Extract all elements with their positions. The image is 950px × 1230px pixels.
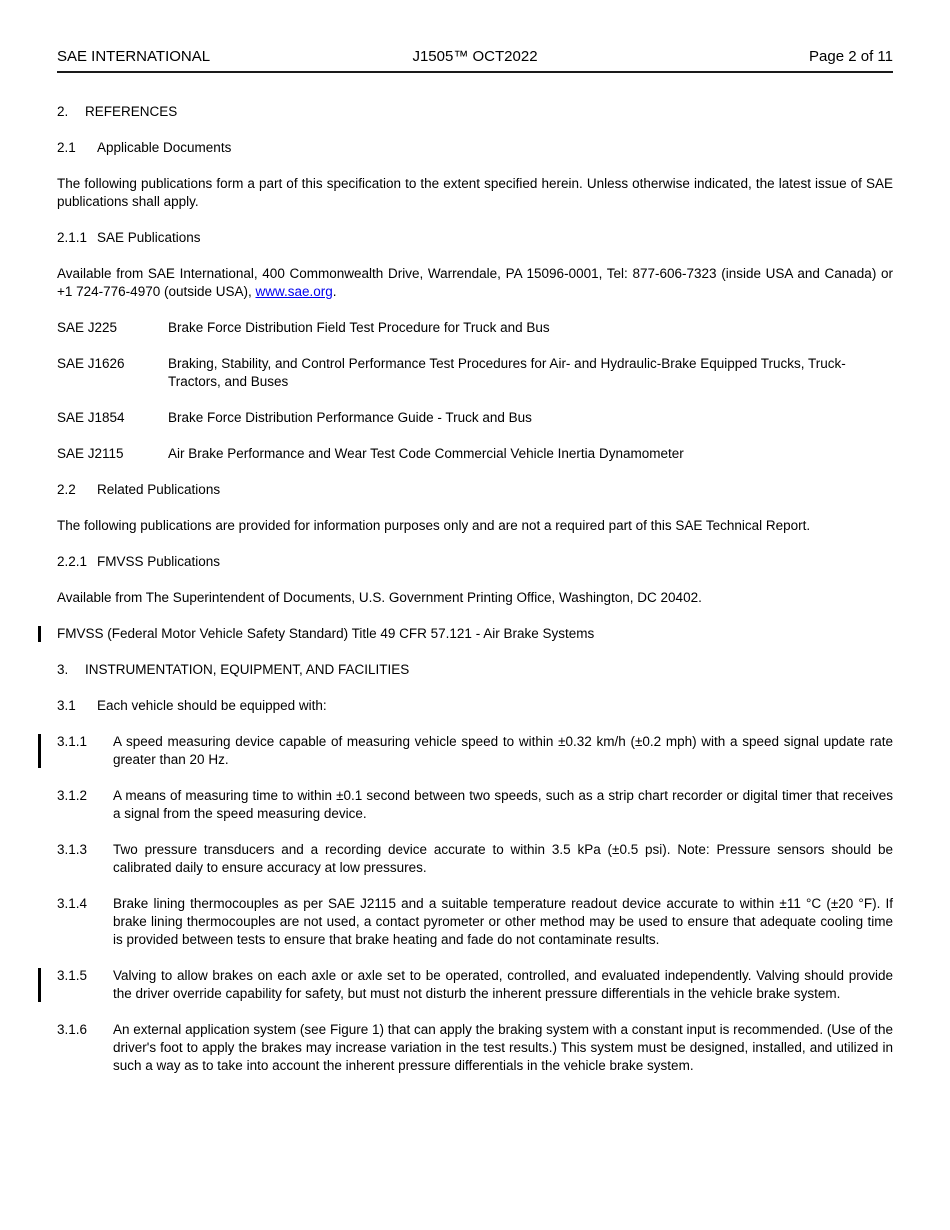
reference-label: SAE J1626 bbox=[57, 356, 125, 371]
reference-label: SAE J1854 bbox=[57, 410, 125, 425]
section-title: REFERENCES bbox=[85, 104, 178, 119]
sentence-period: . bbox=[332, 284, 337, 299]
item-text: Two pressure transducers and a recording device accurate to within 3.5 kPa (±0.5 psi). Note: Pressure sensors should be calibrated daily to ensure accuracy at low pressures. bbox=[113, 842, 893, 875]
numbered-item-3-1-1 bbox=[57, 733, 893, 769]
section-title: Applicable Documents bbox=[97, 140, 232, 155]
reference-item bbox=[57, 409, 893, 427]
item-number: 3.1.2 bbox=[57, 788, 88, 803]
reference-item bbox=[57, 355, 893, 391]
numbered-item-3-1-6 bbox=[57, 1021, 893, 1075]
reference-title: Braking, Stability, and Control Performance Test Procedures for Air- and Hydraulic-Brake Equipped Trucks, Truck-Tractors, and Buses bbox=[168, 356, 846, 389]
section-heading-2 bbox=[57, 103, 893, 121]
section-text: Each vehicle should be equipped with: bbox=[97, 698, 327, 713]
item-number: 3.1.1 bbox=[57, 734, 88, 749]
reference-title: Brake Force Distribution Performance Guide - Truck and Bus bbox=[168, 410, 532, 425]
paragraph-sae-availability bbox=[57, 265, 893, 301]
paragraph-related-publications: The following publications are provided for information purposes only and are not a required part of this SAE Technical Report. bbox=[57, 518, 811, 533]
numbered-item-3-1-3 bbox=[57, 841, 893, 877]
section-heading-2-1-1 bbox=[57, 229, 893, 247]
section-number: 2.2 bbox=[57, 482, 76, 497]
change-bar bbox=[38, 734, 41, 768]
paragraph-fmvss-availability: Available from The Superintendent of Documents, U.S. Government Printing Office, Washington, DC 20402. bbox=[57, 590, 702, 605]
section-number: 3.1 bbox=[57, 698, 76, 713]
section-number: 2.2.1 bbox=[57, 554, 88, 569]
section-heading-2-2 bbox=[57, 481, 893, 499]
reference-title: Air Brake Performance and Wear Test Code Commercial Vehicle Inertia Dynamometer bbox=[168, 446, 684, 461]
availability-text: Available from SAE International, 400 Commonwealth Drive, Warrendale, PA 15096-0001, Tel: 877-606-7323 (inside USA and Canada) or +1 724-776-4970 (outside USA), bbox=[57, 266, 893, 299]
item-number: 3.1.3 bbox=[57, 842, 88, 857]
section-heading-3-1 bbox=[57, 697, 893, 715]
item-text: Valving to allow brakes on each axle or axle set to be operated, controlled, and evaluated independently. Valving should provide the driver override capability for safety, but must not disturb the inherent pressure differentials in the vehicle brake system. bbox=[113, 968, 893, 1001]
change-bar bbox=[38, 968, 41, 1002]
header-org-name: SAE INTERNATIONAL bbox=[57, 48, 211, 65]
section-heading-2-1 bbox=[57, 139, 893, 157]
page-header bbox=[57, 47, 893, 73]
section-heading-3 bbox=[57, 661, 893, 679]
numbered-item-3-1-5 bbox=[57, 967, 893, 1003]
section-title: INSTRUMENTATION, EQUIPMENT, AND FACILITIES bbox=[85, 662, 410, 677]
item-text: Brake lining thermocouples as per SAE J2115 and a suitable temperature readout device accurate to within ±11 °C (±20 °F). If brake lining thermocouples are not used, a contact pyrometer or other method may be used to ensure that adequate cooling time is provided between tests to ensure that brake heating and fade do not contaminate results. bbox=[113, 896, 893, 947]
reference-label: SAE J225 bbox=[57, 320, 118, 335]
item-number: 3.1.4 bbox=[57, 896, 88, 911]
section-title: FMVSS Publications bbox=[97, 554, 221, 569]
paragraph-applicable-documents: The following publications form a part of this specification to the extent specified herein. Unless otherwise indicated, the latest issue of SAE publications shall apply. bbox=[57, 176, 893, 209]
header-page-number: Page 2 of 11 bbox=[809, 48, 894, 65]
item-text: A speed measuring device capable of measuring vehicle speed to within ±0.32 km/h (±0.2 mph) with a speed signal update rate greater than 20 Hz. bbox=[113, 734, 893, 767]
item-number: 3.1.5 bbox=[57, 968, 88, 983]
section-heading-2-2-1 bbox=[57, 553, 893, 571]
change-bar bbox=[38, 626, 41, 642]
numbered-item-3-1-2 bbox=[57, 787, 893, 823]
section-number: 3. bbox=[57, 662, 69, 677]
sae-org-link[interactable]: www.sae.org bbox=[255, 284, 333, 299]
reference-label: SAE J2115 bbox=[57, 446, 124, 461]
numbered-item-3-1-4 bbox=[57, 895, 893, 949]
fmvss-reference-line bbox=[57, 625, 893, 643]
item-number: 3.1.6 bbox=[57, 1022, 88, 1037]
section-title: SAE Publications bbox=[97, 230, 201, 245]
section-title: Related Publications bbox=[97, 482, 221, 497]
item-text: A means of measuring time to within ±0.1 second between two speeds, such as a strip chart recorder or digital timer that receives a signal from the speed measuring device. bbox=[113, 788, 893, 821]
header-doc-title: J1505™ OCT2022 bbox=[412, 48, 538, 65]
reference-title: Brake Force Distribution Field Test Procedure for Truck and Bus bbox=[168, 320, 550, 335]
section-number: 2. bbox=[57, 104, 69, 119]
item-text: An external application system (see Figure 1) that can apply the braking system with a constant input is recommended. (Use of the driver's foot to apply the brakes may increase variation in the test results.) This system must be designed, installed, and utilized in such a way as to take into account the inherent pressure differentials in the vehicle brake system. bbox=[113, 1022, 893, 1073]
section-number: 2.1 bbox=[57, 140, 76, 155]
fmvss-reference-text: FMVSS (Federal Motor Vehicle Safety Standard) Title 49 CFR 57.121 - Air Brake Systems bbox=[57, 626, 595, 641]
reference-item bbox=[57, 319, 893, 337]
reference-item bbox=[57, 445, 893, 463]
section-number: 2.1.1 bbox=[57, 230, 88, 245]
